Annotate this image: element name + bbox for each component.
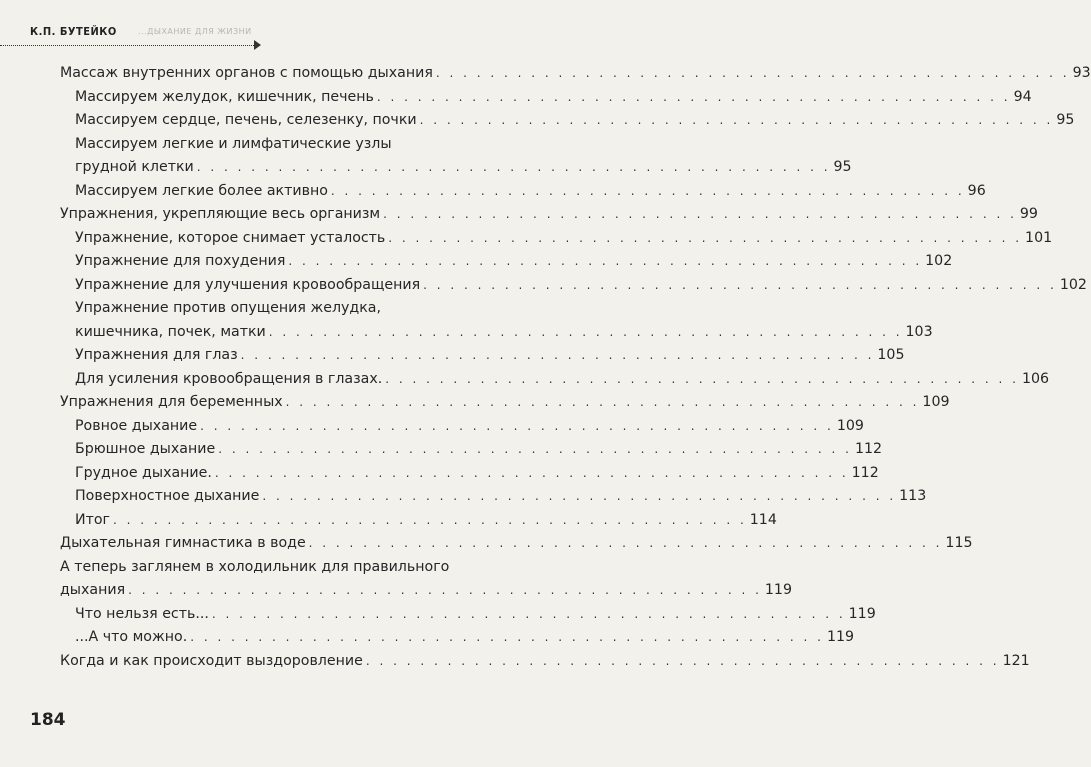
header-arrow-icon (254, 40, 261, 50)
toc-entry-page: 112 (851, 464, 879, 481)
toc-dot-leader: . . . . . . . . . . . . . . . . . . . . . . . . . . . . . . . . . . . . . . . . . . . . . . . (218, 442, 852, 456)
toc-entry-title: Грудное дыхание. (75, 464, 212, 481)
toc-entry-title: Массируем сердце, печень, селезенку, почки (75, 112, 417, 128)
toc-entry (75, 368, 1050, 390)
toc-entry-title: Упражнение для улучшения кровообращения (75, 276, 421, 293)
toc-dot-leader: . . . . . . . . . . . . . . . . . . . . . . . . . . . . . . . . . . . . . . . . . . . . . . . (128, 583, 762, 597)
toc-entry (60, 556, 466, 578)
running-header-author: К.П. БУТЕЙКО (30, 25, 117, 38)
toc-entry-title: А теперь заглянем в холодильник для правильного (60, 558, 450, 575)
toc-dot-leader: . . . . . . . . . . . . . . . . . . . . . . . . . . . . . . . . . . . . . . . . . . . . . . . (190, 630, 824, 644)
toc-entry (75, 603, 876, 625)
toc-entry (75, 297, 466, 319)
toc-entry-page: 109 (922, 394, 950, 410)
toc-entry (60, 650, 1030, 672)
toc-entry-title: Ровное дыхание (75, 417, 198, 434)
toc-entry-title: кишечника, почек, матки (75, 323, 266, 340)
toc-entry-page: 112 (854, 441, 883, 457)
toc-entry-page: 121 (1002, 652, 1030, 669)
toc-entry-page: 102 (925, 253, 953, 269)
toc-entry-page: 119 (826, 629, 855, 645)
toc-dot-leader: . . . . . . . . . . . . . . . . . . . . . . . . . . . . . . . . . . . . . . . . . . . . . . . (385, 371, 1019, 386)
toc-entry-title: грудной клетки (75, 159, 194, 175)
toc-entry (75, 227, 1053, 249)
toc-entry-page: 95 (833, 159, 852, 175)
toc-entry-title: Упражнение для похудения (75, 253, 286, 269)
toc-entry-page: 94 (1013, 88, 1032, 105)
toc-entry-title: Итог (75, 511, 111, 528)
toc-entry-page: 96 (967, 182, 986, 199)
toc-entry-title: Что нельзя есть... (75, 605, 209, 622)
toc-entry-title: Дыхательная гимнастика в воде (60, 535, 306, 551)
toc-entry (60, 579, 792, 601)
toc-dot-leader: . . . . . . . . . . . . . . . . . . . . . . . . . . . . . . . . . . . . . . . . . . . . . . . (419, 113, 1054, 127)
toc-entry (75, 180, 986, 202)
toc-entry-page: 119 (848, 605, 876, 622)
toc-dot-leader: . . . . . . . . . . . . . . . . . . . . . . . . . . . . . . . . . . . . . . . . . . . . . . . (330, 183, 965, 198)
toc-entry-title: Для усиления кровообращения в глазах. (75, 370, 383, 387)
toc-entry-page: 99 (1019, 206, 1038, 222)
toc-entry (75, 485, 927, 507)
toc-entry-title: Упражнение, которое снимает усталость (75, 229, 386, 246)
toc-entry-page: 119 (764, 582, 792, 598)
toc-entry-title: Поверхностное дыхание (75, 488, 260, 504)
toc-dot-leader: . . . . . . . . . . . . . . . . . . . . . . . . . . . . . . . . . . . . . . . . . . . . . . . (211, 606, 846, 621)
toc-entry-page: 105 (877, 347, 905, 363)
toc-entry (75, 86, 1032, 108)
page-number: 184 (30, 710, 66, 730)
toc-entry-title: ...А что можно. (75, 629, 188, 645)
toc-entry-title: дыхания (60, 582, 126, 598)
toc-entry (75, 321, 933, 343)
toc-entry-page: 103 (905, 323, 933, 340)
toc-entry (60, 62, 1091, 84)
toc-dot-leader: . . . . . . . . . . . . . . . . . . . . . . . . . . . . . . . . . . . . . . . . . . . . . . . (214, 465, 849, 480)
toc-entry-page: 109 (836, 417, 864, 434)
toc-dot-leader: . . . . . . . . . . . . . . . . . . . . . . . . . . . . . . . . . . . . . . . . . . . . . . . (365, 653, 1000, 668)
toc-entry-page: 115 (945, 535, 973, 551)
toc-entry (60, 532, 973, 554)
toc-dot-leader: . . . . . . . . . . . . . . . . . . . . . . . . . . . . . . . . . . . . . . . . . . . . . . . (308, 536, 943, 550)
toc-dot-leader: . . . . . . . . . . . . . . . . . . . . . . . . . . . . . . . . . . . . . . . . . . . . . . . (285, 395, 920, 409)
toc-entry-page: 114 (749, 511, 777, 528)
toc-dot-leader: . . . . . . . . . . . . . . . . . . . . . . . . . . . . . . . . . . . . . . . . . . . . . . . (196, 160, 831, 174)
toc-entry-title: Массаж внутренних органов с помощью дыхания (60, 65, 433, 81)
toc-entry (60, 203, 1038, 225)
toc-entry (75, 156, 852, 178)
toc-entry-page: 101 (1025, 229, 1053, 246)
toc-dot-leader: . . . . . . . . . . . . . . . . . . . . . . . . . . . . . . . . . . . . . . . . . . . . . . . (113, 512, 747, 527)
toc-entry-title: Упражнения для глаз (75, 347, 238, 363)
toc-entry (75, 274, 1087, 296)
toc-entry-title: Массируем желудок, кишечник, печень (75, 88, 374, 105)
toc-dot-leader: . . . . . . . . . . . . . . . . . . . . . . . . . . . . . . . . . . . . . . . . . . . . . . . (262, 489, 897, 503)
toc-entry-title: Упражнения, укрепляющие весь организм (60, 206, 381, 222)
toc-entry (60, 391, 950, 413)
toc-dot-leader: . . . . . . . . . . . . . . . . . . . . . . . . . . . . . . . . . . . . . . . . . . . . . . . (435, 66, 1070, 80)
toc-entry-page: 93 (1072, 65, 1091, 81)
toc-dot-leader: . . . . . . . . . . . . . . . . . . . . . . . . . . . . . . . . . . . . . . . . . . . . . . . (268, 324, 903, 339)
toc-entry-title: Упражнение против опущения желудка, (75, 300, 382, 316)
toc-dot-leader: . . . . . . . . . . . . . . . . . . . . . . . . . . . . . . . . . . . . . . . . . . . . . . . (240, 348, 875, 362)
toc-entry (75, 462, 879, 484)
toc-entry-page: 106 (1022, 370, 1050, 387)
toc-entry-title: Когда и как происходит выздоровление (60, 652, 363, 669)
toc-entry (75, 415, 864, 437)
toc-entry-page: 95 (1056, 112, 1075, 128)
toc-entry-title: Упражнения для беременных (60, 394, 283, 410)
toc-entry-page: 102 (1059, 276, 1087, 293)
toc-entry-title: Массируем легкие более активно (75, 182, 328, 199)
toc-entry (75, 344, 905, 366)
toc-entry (75, 438, 883, 460)
toc-entry (75, 250, 953, 272)
toc-dot-leader: . . . . . . . . . . . . . . . . . . . . . . . . . . . . . . . . . . . . . . . . . . . . . . . (288, 254, 923, 268)
header-dotted-rule (0, 45, 256, 46)
toc-entry-page: 113 (899, 488, 927, 504)
toc-entry-title: Брюшное дыхание (75, 441, 216, 457)
toc-dot-leader: . . . . . . . . . . . . . . . . . . . . . . . . . . . . . . . . . . . . . . . . . . . . . . . (383, 207, 1017, 221)
toc-entry (75, 109, 1075, 131)
toc-entry (75, 133, 466, 155)
toc-dot-leader: . . . . . . . . . . . . . . . . . . . . . . . . . . . . . . . . . . . . . . . . . . . . . . . (376, 89, 1011, 104)
running-header-title: ...ДЫХАНИЕ ДЛЯ ЖИЗНИ (138, 27, 252, 36)
toc-dot-leader: . . . . . . . . . . . . . . . . . . . . . . . . . . . . . . . . . . . . . . . . . . . . . . . (423, 277, 1057, 292)
toc-dot-leader: . . . . . . . . . . . . . . . . . . . . . . . . . . . . . . . . . . . . . . . . . . . . . . . (388, 230, 1023, 245)
toc-entry (75, 509, 777, 531)
toc-entry (75, 626, 855, 648)
toc-entry-title: Массируем легкие и лимфатические узлы (75, 135, 392, 152)
toc-dot-leader: . . . . . . . . . . . . . . . . . . . . . . . . . . . . . . . . . . . . . . . . . . . . . . . (200, 418, 834, 433)
